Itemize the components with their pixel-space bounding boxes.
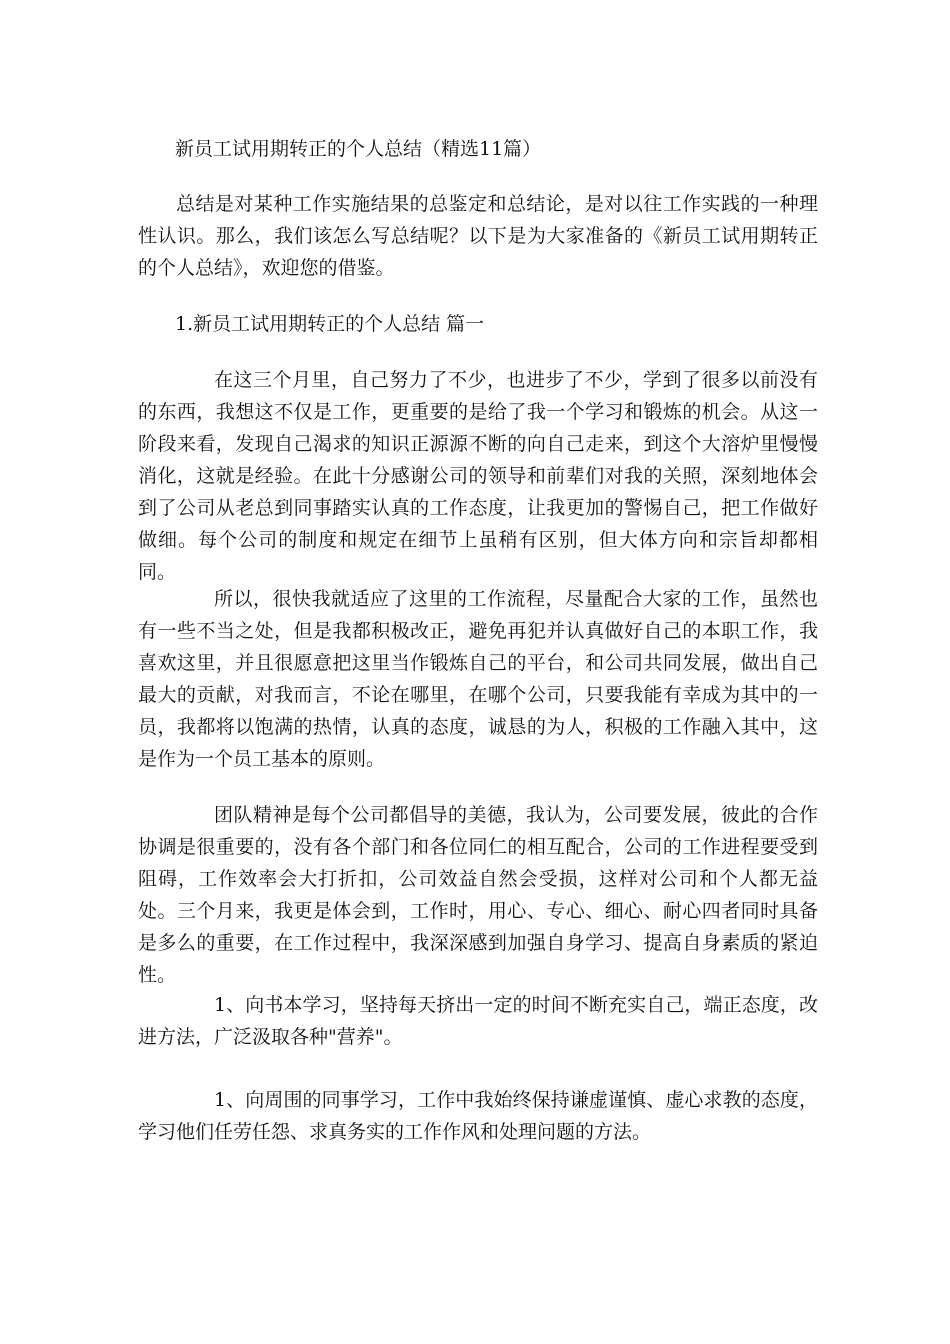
list-paragraph: 1、向周围的同事学习，工作中我始终保持谦虚谨慎、虚心求教的态度，学习他们任劳任怨、求真务实的工作作风和处理问题的方法。 (138, 1089, 818, 1143)
body-paragraph: 在这三个月里，自己努力了不少，也进步了不少，学到了很多以前没有的东西，我想这不仅是工作，更重要的是给了我一个学习和锻炼的机会。从这一阶段来看，发现自己渴求的知识正源源不断的向自己走来，到这个大溶炉里慢慢消化，这就是经验。在此十分感谢公司的领导和前辈们对我的关照，深刻地体会到了公司从老总到同事踏实认真的工作态度，让我更加的警惕自己，把工作做好做细。每个公司的制度和规定在细节上虽稍有区别，但大体方向和宗旨却都相同。 (138, 369, 818, 583)
document-title: 新员工试用期转正的个人总结（精选11篇） (175, 138, 542, 160)
intro-paragraph: 总结是对某种工作实施结果的总鉴定和总结论，是对以往工作实践的一种理性认识。那么，我们该怎么写总结呢？以下是为大家准备的《新员工试用期转正的个人总结》，欢迎您的借鉴。 (138, 193, 818, 279)
list-paragraph: 1、向书本学习，坚持每天挤出一定的时间不断充实自己，端正态度，改进方法，广泛汲取各种"营养"。 (138, 994, 818, 1048)
body-paragraph: 团队精神是每个公司都倡导的美德，我认为，公司要发展，彼此的合作协调是很重要的，没有各个部门和各位同仁的相互配合，公司的工作进程要受到阻碍，工作效率会大打折扣，公司效益自然会受损，这样对公司和个人都无益处。三个月来，我更是体会到，工作时，用心、专心、细心、耐心四者同时具备是多么的重要，在工作过程中，我深深感到加强自身学习、提高自身素质的紧迫性。 (138, 804, 818, 986)
section-heading: 1.新员工试用期转正的个人总结 篇一 (175, 313, 485, 335)
body-paragraph: 所以，很快我就适应了这里的工作流程，尽量配合大家的工作，虽然也有一些不当之处，但是我都积极改正，避免再犯并认真做好自己的本职工作，我喜欢这里，并且很愿意把这里当作锻炼自己的平台，和公司共同发展，做出自己最大的贡献，对我而言，不论在哪里，在哪个公司，只要我能有幸成为其中的一员，我都将以饱满的热情，认真的态度，诚恳的为人，积极的工作融入其中，这是作为一个员工基本的原则。 (138, 588, 818, 770)
